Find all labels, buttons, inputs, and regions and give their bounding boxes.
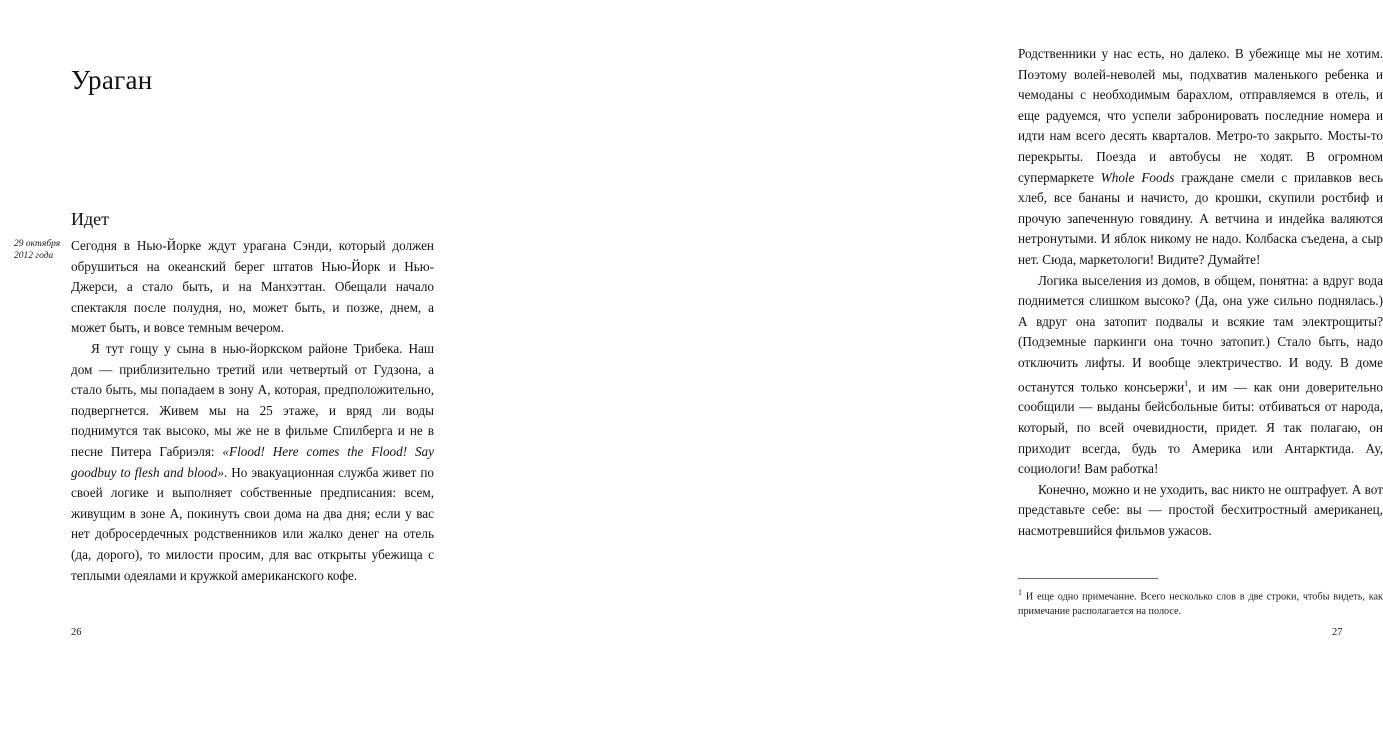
paragraph (71, 236, 434, 339)
paragraph (71, 339, 434, 586)
text-run: , и им — как они доверительно сообщили — выданы бейсбольные биты: отбиваться от народа, который, по всей очевидности, придет. Я так полагаю, он приходит всегда, будь то Америка или Антарктида. Ау, социологи! Вам работка! (1018, 378, 1383, 477)
text-run: Сегодня в Нью-Йорке ждут урагана Сэнди, который должен обрушиться на океанский берег штатов Нью-Йорк и Нью-Джерси, а стало быть, и на Манхэттан. Обещали начало спектакля после полудня, но, может быть, и позже, днем, а может быть, и вовсе темным вечером. (71, 238, 434, 336)
paragraph (1018, 44, 1383, 271)
margin-date-note (14, 238, 70, 262)
footnote-separator (1018, 578, 1158, 579)
page-right (475, 0, 1383, 731)
text-run: граждане смели с прилавков весь хлеб, все бананы и начисто, до крошки, скупили ростбиф и прочую запеченную говядину. А ветчина и индейка валяются нетронутыми. И яблок никому не надо. Колбаска съедена, а сыр нет. Сюда, маркетологи! Видите? Думайте! (1018, 169, 1383, 267)
text-run: Я тут гощу у сына в нью-йоркском районе Трибека. Наш дом — приблизительно третий или четвертый от Гудзона, а стало быть, мы попадаем в зону A, которая, предположительно, подвергнется. Живем мы на 25 этаже, и вряд ли воды поднимутся так высоко, мы же не в фильме Спилберга и не в песне Питера Габриэля: (71, 340, 434, 459)
emphasis-text: «Flood! Here comes the Flood! Say goodbuy to flesh and blood» (71, 443, 434, 480)
page-left (0, 0, 475, 731)
folio-right: 27 (1332, 627, 1343, 638)
folio-left: 26 (71, 627, 82, 638)
footnote-block (1018, 586, 1383, 619)
text-run: Родственники у нас есть, но далеко. В убежище мы не хотим. Поэтому волей-неволей мы, подхватив маленького ребенка и чемоданы с необходимым барахлом, отправляемся в отель, и еще радуемся, что успели забронировать последние номера и идти нам всего десять кварталов. Метро-то закрыто. Мосты-то перекрыты. Поезда и автобусы не ходят. В огромном супермаркете (1018, 46, 1383, 185)
footnote-text: И еще одно примечание. Всего несколько слов в две строки, чтобы видеть, как примечание располагается на полосе. (1018, 591, 1383, 617)
right-page-body (1018, 44, 1383, 542)
emphasis-text: Whole Foods (1100, 169, 1175, 185)
text-run: Конечно, можно и не уходить, вас никто не оштрафует. А вот представьте себе: вы — простой бесхитростный американец, насмотревшийся фильмов ужасов. (1018, 481, 1383, 539)
text-run: . Но эвакуационная служба живет по своей логике и выполняет собственные предписания: всем, живущим в зоне A, покинуть свои дома на два дня; если у вас нет добросердечных родственников или жалко денег на отель (да, дорого), то милости просим, для вас открыты убежища с теплыми одеялами и кружкой американского кофе. (71, 464, 435, 583)
section-title: Идет (71, 208, 110, 229)
paragraph (1018, 271, 1383, 480)
margin-date-text: 29 октября 2012 года (14, 239, 61, 261)
left-page-body (71, 236, 434, 586)
chapter-title: Ураган (71, 65, 153, 96)
text-run: Логика выселения из домов, в общем, понятна: а вдруг вода поднимется слишком высоко? (Да, она уже сильно поднялась.) А вдруг она затопит подвалы и всякие там электрощиты? (Подземные паркинги она точно затопит.) Стало быть, надо отключить лифты. И вообще электричество. И воду. В доме останутся только консьержи (1018, 272, 1383, 394)
footnote-marker: 1 (1018, 588, 1022, 597)
footnote-reference: 1 (1184, 378, 1189, 388)
paragraph (1018, 480, 1383, 542)
